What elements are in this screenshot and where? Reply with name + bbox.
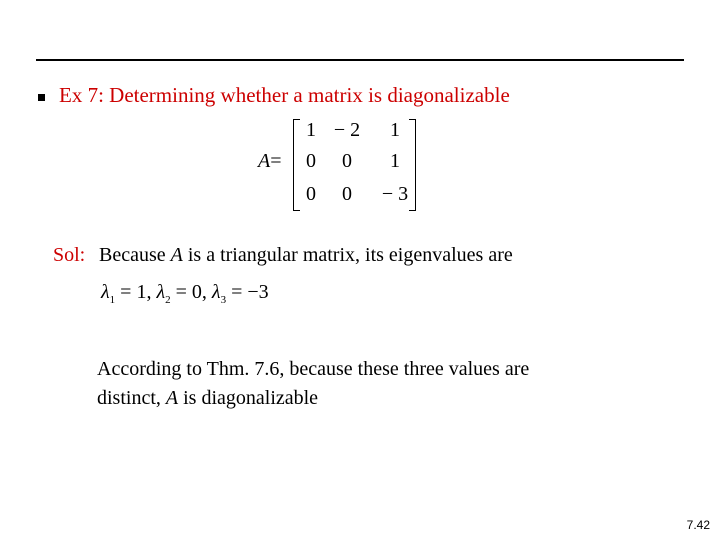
matrix-cell: 0 [306,150,316,172]
slide-heading: Ex 7: Determining whether a matrix is diagonalizable [59,83,510,107]
eigenvalue: = 0, [170,281,212,303]
lambda-symbol: λ [101,281,110,303]
lambda-symbol: λ [211,281,221,303]
conclusion-line-2-pre: distinct, [97,387,166,409]
conclusion-text [97,355,657,413]
page-number: 7.42 [686,518,710,532]
eigenvalue: = −3 [226,281,269,303]
matrix-cell: 1 [390,150,400,172]
lambda-symbol: λ [156,281,166,303]
conclusion-line-2-post: is diagonalizable [178,387,319,409]
solution-text [99,244,513,267]
lambda-subscript: 2 [165,294,171,306]
conclusion-line-1: According to Thm. 7.6, because these three values are [97,358,530,380]
bullet-icon [38,94,45,101]
eigenvalue: = 1, [115,281,157,303]
matrix-label [258,150,282,173]
matrix-equals: = [270,150,282,172]
solution-variable: A [170,244,183,266]
matrix-cell: − 2 [333,119,361,141]
solution-label: Sol: [53,244,86,266]
solution-text-part: is a triangular matrix, its eigenvalues are [182,244,513,266]
matrix-cell: 0 [306,183,316,205]
lambda-subscript: 3 [220,294,227,306]
lambda-subscript: 1 [109,294,116,306]
matrix-cell: 0 [342,183,352,205]
matrix-cell: 1 [306,119,316,141]
matrix-cell: 0 [342,150,352,172]
solution-text-part: Because [99,244,171,266]
conclusion-variable: A [165,387,179,409]
eigenvalues-line [101,281,269,306]
top-rule [36,59,684,61]
matrix-variable: A [258,150,271,172]
matrix-cell: 1 [390,119,400,141]
matrix-cell: − 3 [381,183,409,205]
